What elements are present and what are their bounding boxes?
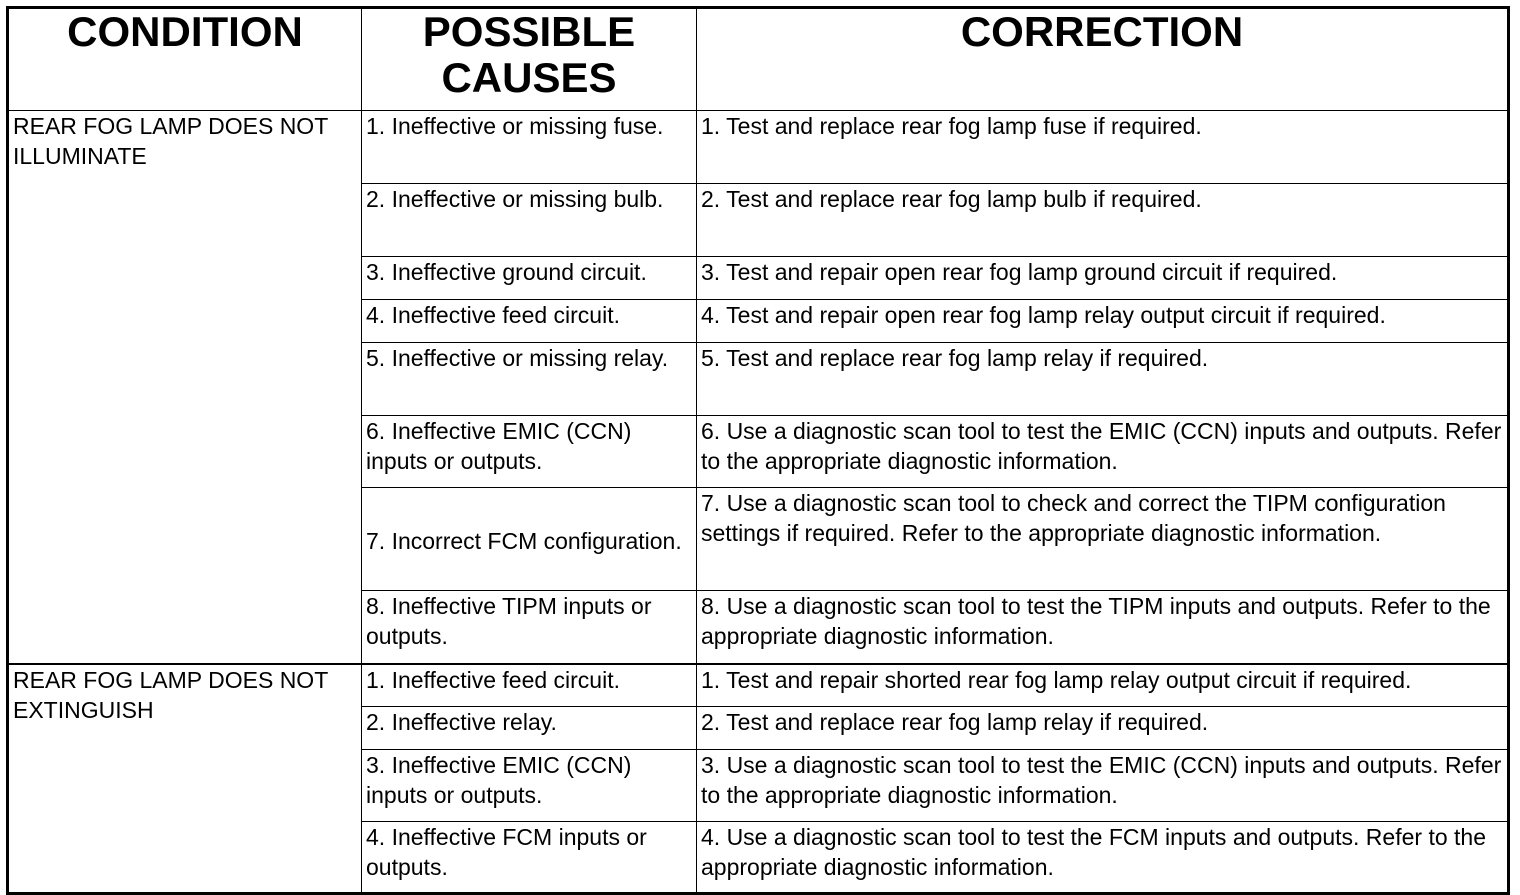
table-row — [8, 111, 1509, 184]
header-correction-text: CORRECTION — [960, 8, 1244, 55]
header-possible-causes — [362, 8, 697, 111]
correction-cell: 5. Test and replace rear fog lamp relay if required. — [697, 343, 1509, 416]
condition-line2: ILLUMINATE — [13, 143, 147, 169]
correction-cell: 6. Use a diagnostic scan tool to test the EMIC (CCN) inputs and outputs. Refer to the appropriate diagnostic information. — [697, 416, 1509, 488]
cause-cell: 5. Ineffective or missing relay. — [362, 343, 697, 416]
condition-line1: REAR FOG LAMP DOES NOT — [13, 666, 329, 693]
correction-cell: 1. Test and replace rear fog lamp fuse if required. — [697, 111, 1509, 184]
cause-cell: 8. Ineffective TIPM inputs or outputs. — [362, 591, 697, 664]
table-row — [8, 664, 1509, 707]
header-correction — [697, 8, 1509, 111]
correction-cell: 7. Use a diagnostic scan tool to check and correct the TIPM configuration settings if required. Refer to the appropriate diagnostic information. — [697, 488, 1509, 591]
condition-cell — [8, 664, 362, 894]
correction-cell: 1. Test and repair shorted rear fog lamp relay output circuit if required. — [697, 664, 1509, 707]
cause-cell: 4. Ineffective feed circuit. — [362, 300, 697, 343]
correction-cell: 3. Use a diagnostic scan tool to test the EMIC (CCN) inputs and outputs. Refer to the appropriate diagnostic information. — [697, 750, 1509, 822]
correction-cell: 2. Test and replace rear fog lamp bulb if required. — [697, 184, 1509, 257]
cause-cell: 7. Incorrect FCM configuration. — [362, 488, 697, 591]
condition-cell — [8, 111, 362, 664]
cause-cell: 4. Ineffective FCM inputs or outputs. — [362, 822, 697, 894]
condition-line2: EXTINGUISH — [13, 696, 154, 723]
condition-line1: REAR FOG LAMP DOES NOT — [13, 113, 329, 139]
cause-cell: 3. Ineffective ground circuit. — [362, 257, 697, 300]
correction-cell: 2. Test and replace rear fog lamp relay if required. — [697, 707, 1509, 750]
cause-cell: 1. Ineffective or missing fuse. — [362, 111, 697, 184]
cause-cell: 6. Ineffective EMIC (CCN) inputs or outputs. — [362, 416, 697, 488]
header-row — [8, 8, 1509, 111]
header-causes-line1: POSSIBLE — [422, 8, 636, 55]
header-condition-text: CONDITION — [67, 8, 303, 55]
header-condition — [8, 8, 362, 111]
correction-cell: 4. Test and repair open rear fog lamp relay output circuit if required. — [697, 300, 1509, 343]
cause-cell: 2. Ineffective relay. — [362, 707, 697, 750]
header-causes-line2: CAUSES — [441, 54, 617, 101]
correction-cell: 3. Test and repair open rear fog lamp ground circuit if required. — [697, 257, 1509, 300]
diagnosis-table — [6, 6, 1510, 895]
cause-cell: 3. Ineffective EMIC (CCN) inputs or outputs. — [362, 750, 697, 822]
correction-cell: 8. Use a diagnostic scan tool to test the TIPM inputs and outputs. Refer to the appropriate diagnostic information. — [697, 591, 1509, 664]
cause-cell: 1. Ineffective feed circuit. — [362, 664, 697, 707]
correction-cell: 4. Use a diagnostic scan tool to test the FCM inputs and outputs. Refer to the appropriate diagnostic information. — [697, 822, 1509, 894]
cause-cell: 2. Ineffective or missing bulb. — [362, 184, 697, 257]
